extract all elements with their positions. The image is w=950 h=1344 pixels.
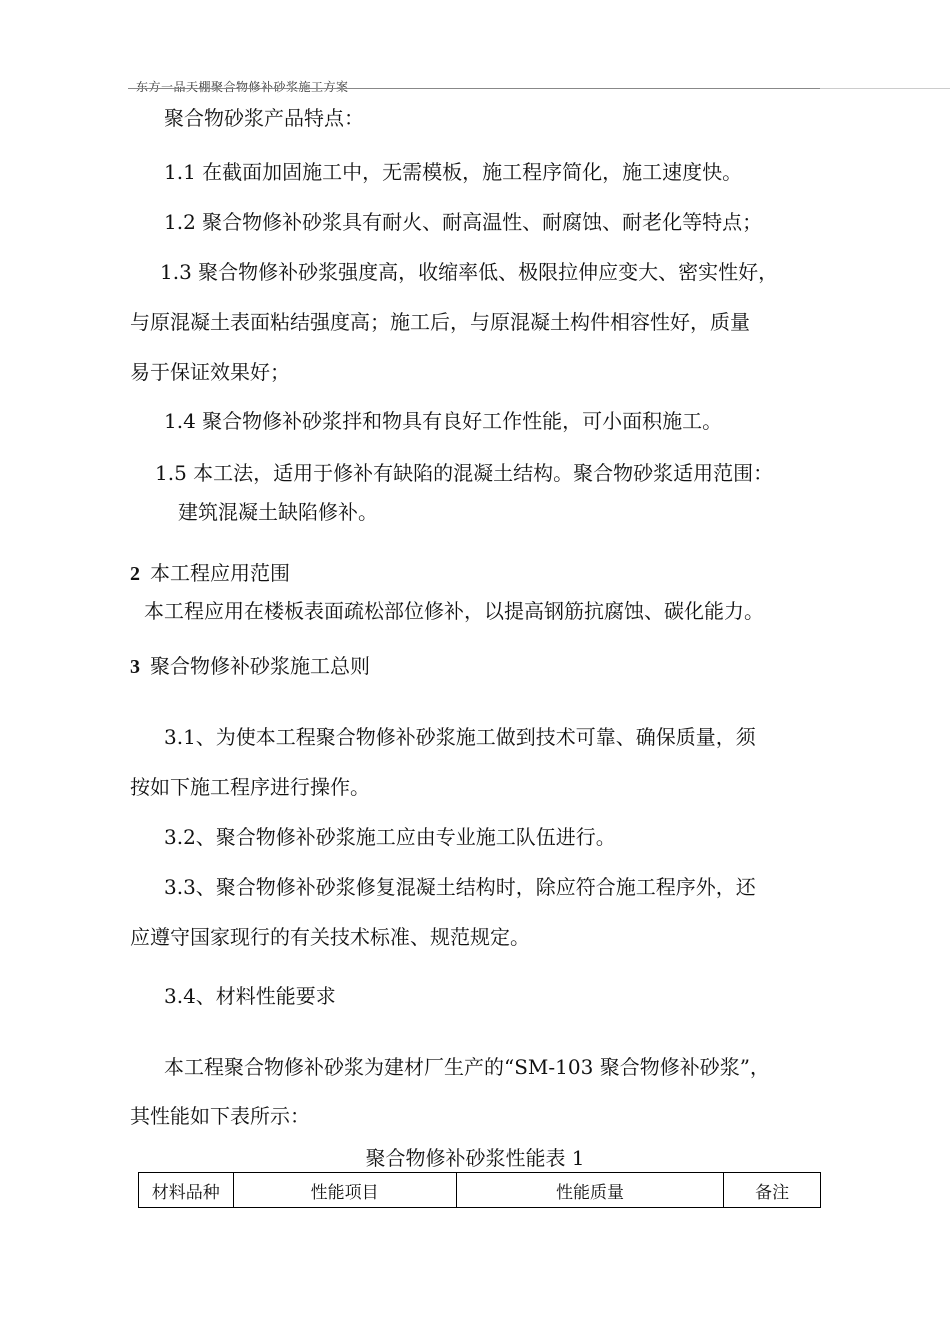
section-2-number: 2 xyxy=(130,563,140,585)
paragraph-1-2: 1.2 聚合物修补砂浆具有耐火、耐高温性、耐腐蚀、耐老化等特点； xyxy=(164,210,763,234)
paragraph-1-3-line-1: 1.3 聚合物修补砂浆强度高，收缩率低、极限拉伸应变大、密实性好， xyxy=(160,260,779,284)
features-heading: 聚合物砂浆产品特点： xyxy=(164,106,364,130)
paragraph-1-5-line-1: 1.5 本工法，适用于修补有缺陷的混凝土结构。聚合物砂浆适用范围： xyxy=(155,461,774,485)
material-text-line-1: 本工程聚合物修补砂浆为建材厂生产的“SM-103 聚合物修补砂浆”， xyxy=(164,1055,770,1079)
material-text-line-2: 其性能如下表所示： xyxy=(130,1104,310,1128)
header-title: 东方一品天棚聚合物修补砂浆施工方案 xyxy=(136,80,349,94)
header-divider xyxy=(128,88,820,89)
paragraph-1-1: 1.1 在截面加固施工中，无需模板，施工程序简化，施工速度快。 xyxy=(164,160,743,184)
section-2-heading xyxy=(130,561,290,586)
table-header-cell: 材料品种 xyxy=(139,1173,234,1208)
section-3-number: 3 xyxy=(130,656,140,678)
section-3-title: 聚合物修补砂浆施工总则 xyxy=(150,654,370,678)
section-2-title: 本工程应用范围 xyxy=(150,561,290,585)
performance-table xyxy=(138,1172,821,1208)
header-divider-extension xyxy=(820,88,950,89)
paragraph-3-4: 3.4、材料性能要求 xyxy=(164,984,336,1008)
paragraph-1-3-line-3: 易于保证效果好； xyxy=(130,360,290,384)
table-header-cell: 备注 xyxy=(724,1173,821,1208)
table-title: 聚合物修补砂浆性能表 1 xyxy=(365,1146,585,1170)
paragraph-3-3-line-2: 应遵守国家现行的有关技术标准、规范规定。 xyxy=(130,925,530,949)
paragraph-1-4: 1.4 聚合物修补砂浆拌和物具有良好工作性能，可小面积施工。 xyxy=(164,409,723,433)
paragraph-1-3-line-2: 与原混凝土表面粘结强度高；施工后，与原混凝土构件相容性好，质量 xyxy=(130,310,750,334)
table-header-cell: 性能项目 xyxy=(233,1173,456,1208)
table-header-row xyxy=(139,1173,821,1208)
section-2-text: 本工程应用在楼板表面疏松部位修补，以提高钢筋抗腐蚀、碳化能力。 xyxy=(144,599,764,623)
paragraph-3-3-line-1: 3.3、聚合物修补砂浆修复混凝土结构时，除应符合施工程序外，还 xyxy=(164,875,756,899)
paragraph-3-2: 3.2、聚合物修补砂浆施工应由专业施工队伍进行。 xyxy=(164,825,616,849)
section-3-heading xyxy=(130,654,370,679)
paragraph-3-1-line-2: 按如下施工程序进行操作。 xyxy=(130,775,370,799)
table-header-cell: 性能质量 xyxy=(456,1173,724,1208)
paragraph-3-1-line-1: 3.1、为使本工程聚合物修补砂浆施工做到技术可靠、确保质量，须 xyxy=(164,725,756,749)
paragraph-1-5-line-2: 建筑混凝土缺陷修补。 xyxy=(178,500,378,524)
